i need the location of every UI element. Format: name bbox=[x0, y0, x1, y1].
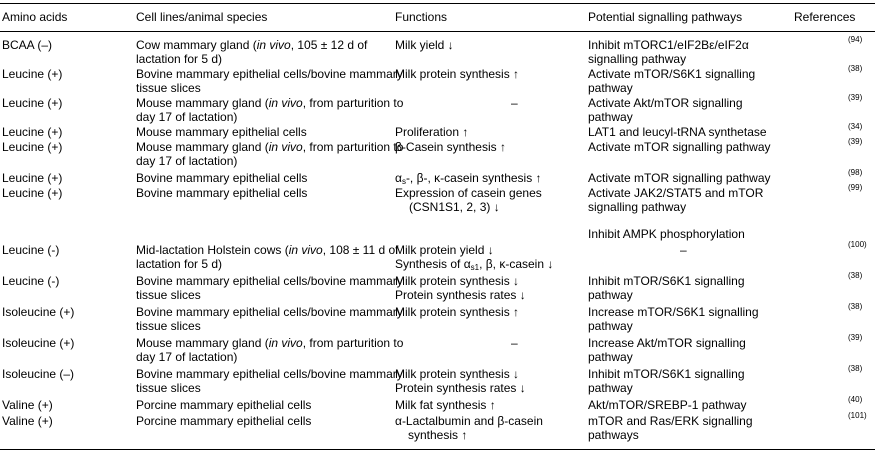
row-cell-line: Mid-lactation Holstein cows (in vivo, 108 ± 11 d of bbox=[136, 243, 399, 257]
row-cell-line: Porcine mammary epithelial cells bbox=[136, 398, 312, 412]
row-reference: (39) bbox=[848, 93, 863, 102]
row-cell-line: Bovine mammary epithelial cells/bovine mammary bbox=[136, 367, 403, 381]
row-pathway: Inhibit mTORC1/eIF2Bε/eIF2α bbox=[588, 38, 749, 52]
row-amino-acid: Leucine (+) bbox=[2, 96, 63, 110]
row-amino-acid: Leucine (+) bbox=[2, 171, 63, 185]
row-pathway: Increase Akt/mTOR signalling bbox=[588, 336, 746, 350]
header-rule bbox=[0, 31, 875, 32]
row-cell-line-cont: day 17 of lactation) bbox=[136, 154, 238, 168]
row-amino-acid: Leucine (+) bbox=[2, 186, 63, 200]
row-pathway-cont: pathway bbox=[588, 350, 633, 364]
row-cell-line-cont: day 17 of lactation) bbox=[136, 110, 238, 124]
row-reference: (98) bbox=[848, 168, 863, 177]
row-function: β-Casein synthesis ↑ bbox=[395, 140, 506, 154]
row-function: Proliferation ↑ bbox=[395, 125, 469, 139]
row-pathway-extra: Inhibit AMPK phosphorylation bbox=[588, 227, 745, 241]
row-reference: (94) bbox=[848, 35, 863, 44]
row-cell-line: Cow mammary gland (in vivo, 105 ± 12 d of bbox=[136, 38, 368, 52]
row-pathway: Increase mTOR/S6K1 signalling bbox=[588, 305, 759, 319]
row-pathway-cont: pathway bbox=[588, 110, 633, 124]
row-reference: (101) bbox=[848, 411, 867, 420]
row-function: Milk protein synthesis ↓ bbox=[395, 274, 520, 288]
row-reference: (38) bbox=[848, 302, 863, 311]
row-pathway-cont: pathway bbox=[588, 81, 633, 95]
row-reference: (38) bbox=[848, 64, 863, 73]
row-cell-line-cont: tissue slices bbox=[136, 288, 201, 302]
row-reference: (99) bbox=[848, 183, 863, 192]
top-rule bbox=[0, 3, 875, 4]
row-pathway: Akt/mTOR/SREBP-1 pathway bbox=[588, 398, 747, 412]
row-pathway-cont: pathway bbox=[588, 319, 633, 333]
row-pathway-cont: pathway bbox=[588, 381, 633, 395]
row-function: Milk yield ↓ bbox=[395, 38, 454, 52]
row-reference: (39) bbox=[848, 333, 863, 342]
row-amino-acid: Valine (+) bbox=[2, 398, 53, 412]
row-amino-acid: Isoleucine (–) bbox=[2, 367, 75, 381]
row-reference: (38) bbox=[848, 364, 863, 373]
row-cell-line-cont: tissue slices bbox=[136, 319, 201, 333]
header-pathways: Potential signalling pathways bbox=[588, 10, 743, 24]
row-pathway-cont: pathway bbox=[588, 288, 633, 302]
row-pathway: – bbox=[680, 243, 687, 257]
row-function-cont: Protein synthesis rates ↓ bbox=[395, 288, 526, 302]
header-functions: Functions bbox=[395, 10, 448, 24]
row-function: – bbox=[511, 96, 518, 110]
row-cell-line: Bovine mammary epithelial cells bbox=[136, 171, 308, 185]
row-pathway-cont: signalling pathway bbox=[588, 200, 687, 214]
row-function: Milk fat synthesis ↑ bbox=[395, 398, 496, 412]
row-pathway: mTOR and Ras/ERK signalling bbox=[588, 414, 753, 428]
row-function-cont: (CSN1S1, 2, 3) ↓ bbox=[409, 200, 500, 214]
row-function: Expression of casein genes bbox=[395, 186, 542, 200]
row-cell-line-cont: tissue slices bbox=[136, 81, 201, 95]
row-pathway-cont: pathways bbox=[588, 428, 639, 442]
row-amino-acid: Isoleucine (+) bbox=[2, 305, 75, 319]
row-pathway: Activate mTOR signalling pathway bbox=[588, 140, 771, 154]
row-cell-line-cont: day 17 of lactation) bbox=[136, 350, 238, 364]
row-cell-line: Bovine mammary epithelial cells/bovine mammary bbox=[136, 305, 403, 319]
row-pathway-cont: signalling pathway bbox=[588, 52, 687, 66]
header-references: References bbox=[794, 10, 856, 24]
row-amino-acid: BCAA (–) bbox=[2, 38, 53, 52]
row-amino-acid: Valine (+) bbox=[2, 414, 53, 428]
row-pathway: Activate mTOR signalling pathway bbox=[588, 171, 771, 185]
row-reference: (34) bbox=[848, 122, 863, 131]
row-function-cont: Synthesis of $\alpha_{s1}$, β, κ-casein ↓ bbox=[395, 257, 554, 272]
row-reference: (38) bbox=[848, 271, 863, 280]
header-amino-acids: Amino acids bbox=[2, 10, 68, 24]
row-pathway: Inhibit mTOR/S6K1 signalling bbox=[588, 274, 745, 288]
row-pathway: Activate Akt/mTOR signalling bbox=[588, 96, 743, 110]
row-pathway: LAT1 and leucyl-tRNA synthetase bbox=[588, 125, 767, 139]
row-amino-acid: Leucine (-) bbox=[2, 274, 60, 288]
row-cell-line: Mouse mammary gland (in vivo, from parturition to bbox=[136, 140, 404, 154]
row-function: Milk protein synthesis ↑ bbox=[395, 305, 520, 319]
row-amino-acid: Leucine (+) bbox=[2, 67, 63, 81]
row-function-cont: Protein synthesis rates ↓ bbox=[395, 381, 526, 395]
row-reference: (100) bbox=[848, 240, 867, 249]
row-cell-line: Mouse mammary gland (in vivo, from parturition to bbox=[136, 336, 404, 350]
row-function-cont: synthesis ↑ bbox=[408, 428, 468, 442]
row-cell-line: Porcine mammary epithelial cells bbox=[136, 414, 312, 428]
row-reference: (40) bbox=[848, 395, 863, 404]
bottom-rule bbox=[0, 449, 875, 450]
row-pathway: Activate mTOR/S6K1 signalling bbox=[588, 67, 756, 81]
row-cell-line: Mouse mammary epithelial cells bbox=[136, 125, 307, 139]
row-function: α-Lactalbumin and β-casein bbox=[395, 414, 543, 428]
header-cell-lines: Cell lines/animal species bbox=[136, 10, 268, 24]
row-cell-line: Bovine mammary epithelial cells/bovine mammary bbox=[136, 274, 403, 288]
row-cell-line-cont: lactation for 5 d) bbox=[136, 52, 223, 66]
row-function: Milk protein yield ↓ bbox=[395, 243, 494, 257]
row-amino-acid: Leucine (-) bbox=[2, 243, 60, 257]
row-cell-line: Bovine mammary epithelial cells/bovine mammary bbox=[136, 67, 403, 81]
row-function: – bbox=[511, 336, 518, 350]
row-cell-line: Mouse mammary gland (in vivo, from parturition to bbox=[136, 96, 404, 110]
row-reference: (39) bbox=[848, 137, 863, 146]
row-pathway: Inhibit mTOR/S6K1 signalling bbox=[588, 367, 745, 381]
row-function: $\alpha_s-$, β-, κ-casein synthesis ↑ bbox=[395, 171, 542, 186]
row-pathway: Activate JAK2/STAT5 and mTOR bbox=[588, 186, 764, 200]
row-cell-line-cont: tissue slices bbox=[136, 381, 201, 395]
row-cell-line-cont: lactation for 5 d) bbox=[136, 257, 223, 271]
row-function: Milk protein synthesis ↑ bbox=[395, 67, 520, 81]
row-cell-line: Bovine mammary epithelial cells bbox=[136, 186, 308, 200]
row-amino-acid: Leucine (+) bbox=[2, 140, 63, 154]
row-amino-acid: Leucine (+) bbox=[2, 125, 63, 139]
row-amino-acid: Isoleucine (+) bbox=[2, 336, 75, 350]
row-function: Milk protein synthesis ↓ bbox=[395, 367, 520, 381]
